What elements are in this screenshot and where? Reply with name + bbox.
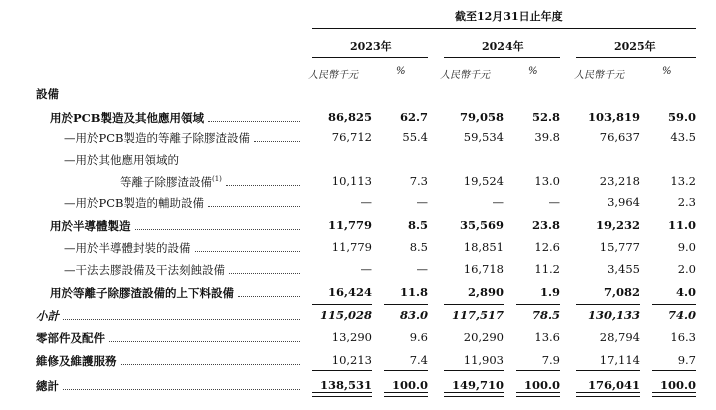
- subtotal-rule-2025-pct: [652, 304, 696, 305]
- subtotal-rule-2024: [444, 304, 504, 305]
- leader-dots: [195, 251, 301, 252]
- leader-dots: [135, 229, 301, 230]
- leader-dots: [63, 319, 300, 320]
- value-cell: 11.0: [667, 218, 696, 232]
- unit-pct-2025: %: [662, 66, 672, 77]
- value-cell: 83.0: [399, 308, 428, 322]
- value-cell: 7.3: [409, 174, 428, 188]
- value-cell: 8.5: [407, 218, 428, 232]
- value-cell: 2,890: [467, 285, 504, 299]
- value-cell: 2.3: [677, 195, 696, 209]
- total-double-rule-2024: [444, 392, 504, 397]
- value-cell: —: [416, 195, 428, 209]
- row-label-text: 零部件及配件: [36, 331, 105, 345]
- value-cell: 35,569: [459, 218, 504, 232]
- subtotal-rule-2023-pct: [384, 304, 428, 305]
- value-cell: 11.8: [399, 285, 428, 299]
- unit-pct-2024: %: [528, 66, 538, 77]
- row-label: [36, 308, 59, 324]
- value-cell: 52.8: [531, 110, 560, 124]
- unit-currency-2023: 人民幣千元: [308, 70, 358, 81]
- value-cell: 19,524: [463, 174, 504, 188]
- value-cell: 100.0: [391, 378, 428, 392]
- value-cell: 15,777: [599, 240, 640, 254]
- year-rule-2023: [312, 57, 428, 58]
- value-cell: 23,218: [599, 174, 640, 188]
- value-cell: 16,424: [327, 285, 372, 299]
- row-label: [64, 130, 250, 146]
- value-cell: 20,290: [463, 330, 504, 344]
- value-cell: 103,819: [587, 110, 640, 124]
- total-rule-top-2025: [576, 370, 640, 371]
- row-label-text: 用於PCB製造及其他應用領域: [50, 111, 205, 125]
- unit-currency-2024: 人民幣千元: [440, 70, 490, 81]
- total-double-rule-2025: [576, 392, 640, 397]
- row-label: [50, 218, 131, 234]
- subtotal-rule-2025: [576, 304, 640, 305]
- value-cell: 23.8: [531, 218, 560, 232]
- value-cell: 9.6: [409, 330, 428, 344]
- value-cell: 1.9: [539, 285, 560, 299]
- value-cell: 11,779: [331, 240, 372, 254]
- row-label: [120, 174, 222, 190]
- value-cell: 59.0: [667, 110, 696, 124]
- value-cell: 4.0: [675, 285, 696, 299]
- value-cell: 3,455: [607, 262, 640, 276]
- value-cell: 11,903: [463, 353, 504, 367]
- row-label: [50, 110, 204, 126]
- value-cell: 28,794: [599, 330, 640, 344]
- value-cell: —: [360, 195, 372, 209]
- row-label: [50, 285, 234, 301]
- subtotal-rule-2023: [312, 304, 372, 305]
- total-double-rule-2023-pct: [384, 392, 428, 397]
- total-rule-top-2024-pct: [516, 370, 560, 371]
- row-label-text: —用於半導體封裝的設備: [64, 241, 191, 255]
- row-label: [36, 378, 59, 394]
- row-label: [64, 240, 191, 256]
- value-cell: 13.6: [534, 330, 560, 344]
- value-cell: 100.0: [659, 378, 696, 392]
- value-cell: 130,133: [587, 308, 640, 322]
- value-cell: 7,082: [603, 285, 640, 299]
- value-cell: —: [360, 262, 372, 276]
- value-cell: 117,517: [451, 308, 504, 322]
- unit-pct-2023: %: [396, 66, 406, 77]
- value-cell: 39.8: [534, 130, 560, 144]
- row-label-text: —用於PCB製造的輔助設備: [64, 196, 204, 210]
- leader-dots: [109, 341, 300, 342]
- value-cell: 149,710: [451, 378, 504, 392]
- value-cell: 62.7: [399, 110, 428, 124]
- year-rule-2025: [576, 57, 696, 58]
- value-cell: 8.5: [409, 240, 428, 254]
- row-label-text: 用於半導體製造: [50, 219, 131, 233]
- period-header: 截至12月31日止年度: [455, 10, 563, 23]
- value-cell: 9.7: [677, 353, 696, 367]
- year-header-2025: 2025年: [614, 40, 656, 53]
- row-label: [64, 262, 225, 278]
- leader-dots: [121, 364, 301, 365]
- value-cell: —: [548, 195, 560, 209]
- leader-dots: [208, 121, 300, 122]
- total-double-rule-2024-pct: [516, 392, 560, 397]
- row-label: [64, 195, 204, 211]
- leader-dots: [238, 296, 300, 297]
- subtotal-rule-2024-pct: [516, 304, 560, 305]
- leader-dots: [63, 389, 300, 390]
- value-cell: 9.0: [677, 240, 696, 254]
- value-cell: 18,851: [463, 240, 504, 254]
- row-label: [36, 86, 59, 102]
- value-cell: 138,531: [319, 378, 372, 392]
- value-cell: 16.3: [670, 330, 696, 344]
- leader-dots: [208, 206, 300, 207]
- row-label-text: —用於PCB製造的等離子除膠渣設備: [64, 131, 250, 145]
- value-cell: 12.6: [534, 240, 560, 254]
- value-cell: 78.5: [531, 308, 560, 322]
- row-label-text: —干法去膠設備及干法刻蝕設備: [64, 263, 225, 277]
- unit-currency-2025: 人民幣千元: [574, 70, 624, 81]
- leader-dots: [254, 141, 300, 142]
- value-cell: 16,718: [463, 262, 504, 276]
- period-rule: [312, 28, 696, 29]
- leader-dots: [229, 273, 300, 274]
- row-label-text: 用於等離子除膠渣設備的上下料設備: [50, 286, 234, 300]
- total-rule-top-2025-pct: [652, 370, 696, 371]
- value-cell: 79,058: [459, 110, 504, 124]
- value-cell: 100.0: [523, 378, 560, 392]
- value-cell: 115,028: [319, 308, 372, 322]
- value-cell: 76,637: [599, 130, 640, 144]
- value-cell: 19,232: [595, 218, 640, 232]
- value-cell: 74.0: [667, 308, 696, 322]
- value-cell: 7.9: [541, 353, 560, 367]
- footnote-marker: (1): [212, 175, 222, 184]
- value-cell: 11.2: [534, 262, 560, 276]
- value-cell: 3,964: [607, 195, 640, 209]
- value-cell: 43.5: [670, 130, 696, 144]
- total-double-rule-2025-pct: [652, 392, 696, 397]
- value-cell: —: [416, 262, 428, 276]
- value-cell: 10,213: [331, 353, 372, 367]
- value-cell: 59,534: [463, 130, 504, 144]
- value-cell: 13.0: [534, 174, 560, 188]
- year-rule-2024: [444, 57, 560, 58]
- year-header-2024: 2024年: [482, 40, 524, 53]
- row-label-text: 等離子除膠渣設備: [120, 175, 212, 189]
- row-label-text: 總計: [36, 379, 59, 393]
- value-cell: 7.4: [409, 353, 428, 367]
- value-cell: 86,825: [327, 110, 372, 124]
- value-cell: 76,712: [331, 130, 372, 144]
- value-cell: 13.2: [670, 174, 696, 188]
- value-cell: 10,113: [331, 174, 372, 188]
- leader-dots: [226, 185, 300, 186]
- total-double-rule-2023: [312, 392, 372, 397]
- value-cell: 176,041: [587, 378, 640, 392]
- total-rule-top-2023: [312, 370, 372, 371]
- row-label: [36, 353, 117, 369]
- row-label: [64, 152, 179, 168]
- total-rule-top-2024: [444, 370, 504, 371]
- row-label-text: —用於其他應用領域的: [64, 153, 179, 167]
- row-label: [36, 330, 105, 346]
- row-label-text: 小計: [36, 309, 59, 323]
- row-label-text: 維修及維護服務: [36, 354, 117, 368]
- total-rule-top-2023-pct: [384, 370, 428, 371]
- year-header-2023: 2023年: [350, 40, 392, 53]
- value-cell: 17,114: [599, 353, 640, 367]
- value-cell: 11,779: [327, 218, 372, 232]
- row-label-text: 設備: [36, 87, 59, 101]
- value-cell: —: [492, 195, 504, 209]
- value-cell: 13,290: [331, 330, 372, 344]
- value-cell: 2.0: [677, 262, 696, 276]
- value-cell: 55.4: [402, 130, 428, 144]
